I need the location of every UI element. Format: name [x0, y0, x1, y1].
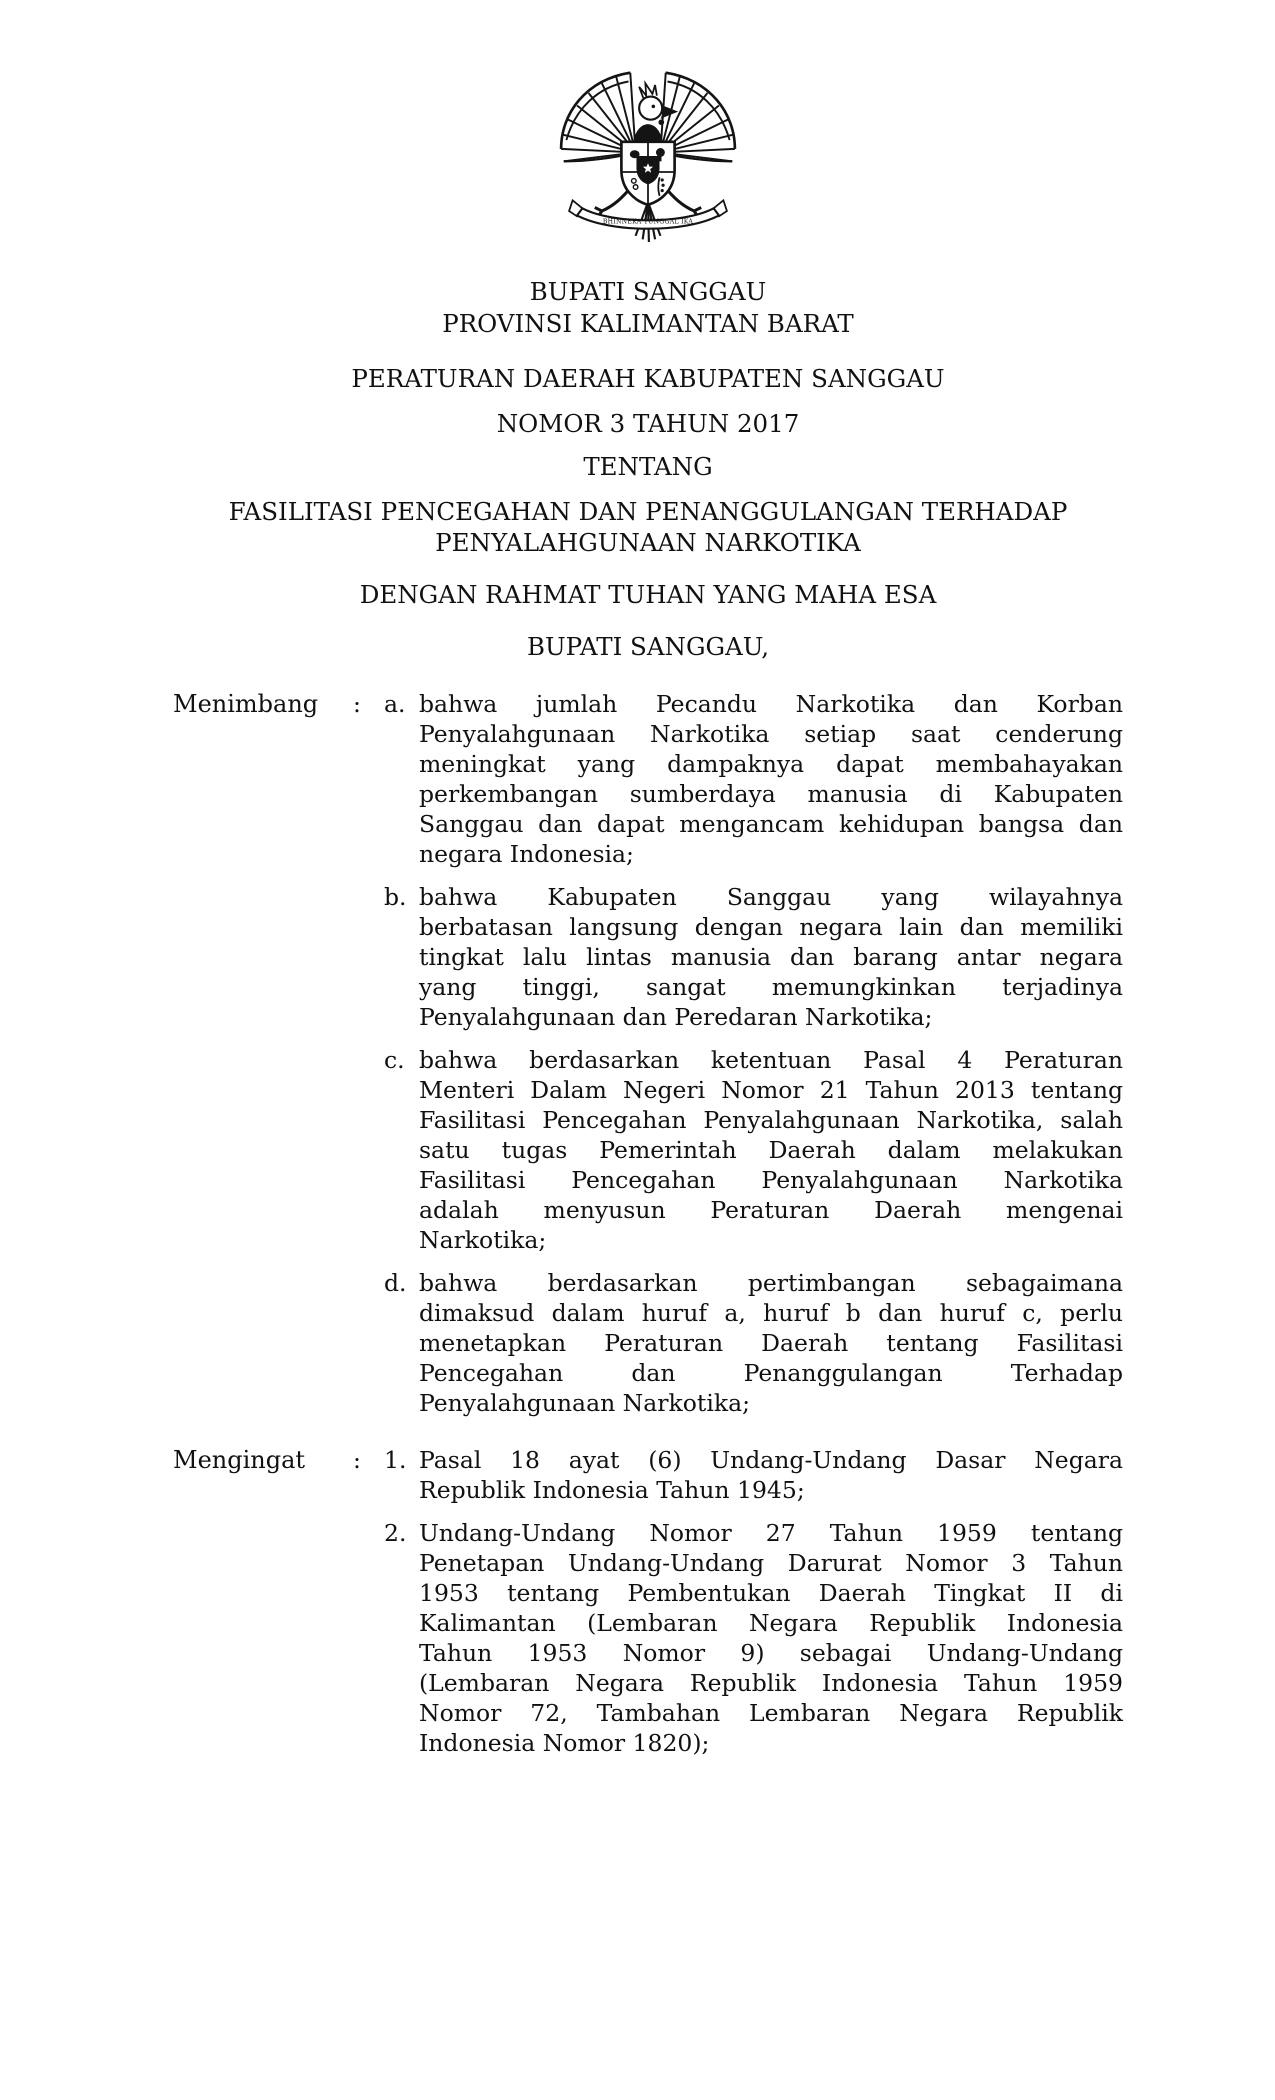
text-line: berbatasan langsung dengan negara lain dan memiliki [419, 913, 1123, 941]
item-text [419, 1445, 1123, 1505]
shield [621, 142, 674, 205]
regulation-heading: PERATURAN DAERAH KABUPATEN SANGGAU [351, 364, 945, 393]
text-line: bahwa Kabupaten Sanggau yang wilayahnya [419, 883, 1123, 911]
remembering-label: Mengingat [173, 1446, 306, 1474]
text-line: Pasal 18 ayat (6) Undang-Undang Dasar Negara [419, 1446, 1123, 1474]
list-item [384, 689, 1123, 869]
item-marker: 1. [384, 1446, 407, 1474]
item-text [419, 1268, 1123, 1418]
text-line: Nomor 72, Tambahan Lembaran Negara Republik [419, 1699, 1123, 1727]
considering-section [173, 689, 1123, 1431]
text-line: Undang-Undang Nomor 27 Tahun 1959 tentang [419, 1519, 1123, 1547]
text-line: Tahun 1953 Nomor 9) sebagai Undang-Undang [419, 1639, 1123, 1667]
considering-items [384, 689, 1123, 1431]
about-label: TENTANG [583, 452, 713, 481]
text-line: Narkotika; [419, 1226, 547, 1254]
item-marker: b. [384, 883, 407, 911]
text-line: meningkat yang dampaknya dapat membahayakan [419, 750, 1123, 778]
list-item [384, 1518, 1123, 1758]
text-line: dimaksud dalam huruf a, huruf b dan huruf c, perlu [419, 1299, 1123, 1327]
text-line: bahwa berdasarkan ketentuan Pasal 4 Peraturan [419, 1046, 1123, 1074]
remembering-colon: : [353, 1446, 361, 1474]
list-item [384, 882, 1123, 1032]
text-line: Fasilitasi Pencegahan Penyalahgunaan Narkotika [419, 1166, 1123, 1194]
text-line: adalah menyusun Peraturan Daerah mengenai [419, 1196, 1123, 1224]
text-line: yang tinggi, sangat memungkinkan terjadinya [419, 973, 1123, 1001]
item-marker: d. [384, 1269, 407, 1297]
item-marker: a. [384, 690, 406, 718]
text-line: bahwa jumlah Pecandu Narkotika dan Korban [419, 690, 1123, 718]
regulation-subject [173, 496, 1123, 558]
item-text [419, 1045, 1123, 1255]
document-content [0, 62, 1123, 1771]
text-line: Penyalahgunaan dan Peredaran Narkotika; [419, 1003, 933, 1031]
letterhead-province: PROVINSI KALIMANTAN BARAT [442, 309, 854, 338]
item-text [419, 1518, 1123, 1758]
official-title: BUPATI SANGGAU, [527, 632, 769, 661]
text-line: Indonesia Nomor 1820); [419, 1729, 710, 1757]
text-line: menetapkan Peraturan Daerah tentang Fasilitasi [419, 1329, 1123, 1357]
text-line: Menteri Dalam Negeri Nomor 21 Tahun 2013 tentang [419, 1076, 1123, 1104]
text-line: satu tugas Pemerintah Daerah dalam melakukan [419, 1136, 1123, 1164]
motto-text: BHINNEKA TUNGGAL IKA [602, 218, 694, 226]
considering-label: Menimbang [173, 690, 319, 718]
garuda-pancasila-icon [559, 62, 737, 250]
list-item [384, 1445, 1123, 1505]
invocation: DENGAN RAHMAT TUHAN YANG MAHA ESA [359, 580, 937, 609]
text-line: tingkat lalu lintas manusia dan barang antar negara [419, 943, 1123, 971]
text-line: Penyalahgunaan Narkotika; [419, 1389, 751, 1417]
text-line: Penetapan Undang-Undang Darurat Nomor 3 Tahun [419, 1549, 1123, 1577]
text-line: Republik Indonesia Tahun 1945; [419, 1476, 805, 1504]
text-line: Fasilitasi Pencegahan Penyalahgunaan Narkotika, salah [419, 1106, 1123, 1134]
text-line: Penyalahgunaan Narkotika setiap saat cenderung [419, 720, 1123, 748]
subject-line-2: PENYALAHGUNAAN NARKOTIKA [435, 528, 861, 557]
considering-colon: : [353, 690, 361, 718]
item-text [419, 882, 1123, 1032]
text-line: Sanggau dan dapat mengancam kehidupan bangsa dan [419, 810, 1123, 838]
list-item [384, 1268, 1123, 1418]
garuda-pancasila-emblem [559, 62, 737, 250]
text-line: perkembangan sumberdaya manusia di Kabupaten [419, 780, 1123, 808]
regulation-number: NOMOR 3 TAHUN 2017 [496, 409, 800, 438]
letterhead-office: BUPATI SANGGAU [529, 277, 767, 306]
list-item [384, 1045, 1123, 1255]
subject-line-1: FASILITASI PENCEGAHAN DAN PENANGGULANGAN TERHADAP [228, 497, 1068, 526]
item-text [419, 689, 1123, 869]
text-line: 1953 tentang Pembentukan Daerah Tingkat II di [419, 1579, 1123, 1607]
text-line: Pencegahan dan Penanggulangan Terhadap [419, 1359, 1123, 1387]
item-marker: c. [384, 1046, 405, 1074]
item-marker: 2. [384, 1519, 407, 1547]
letterhead [173, 276, 1123, 340]
remembering-items [384, 1445, 1123, 1771]
text-line: bahwa berdasarkan pertimbangan sebagaimana [419, 1269, 1123, 1297]
remembering-section [173, 1445, 1123, 1771]
text-line: negara Indonesia; [419, 840, 634, 868]
text-line: (Lembaran Negara Republik Indonesia Tahun 1959 [419, 1669, 1123, 1697]
text-line: Kalimantan (Lembaran Negara Republik Indonesia [419, 1609, 1123, 1637]
